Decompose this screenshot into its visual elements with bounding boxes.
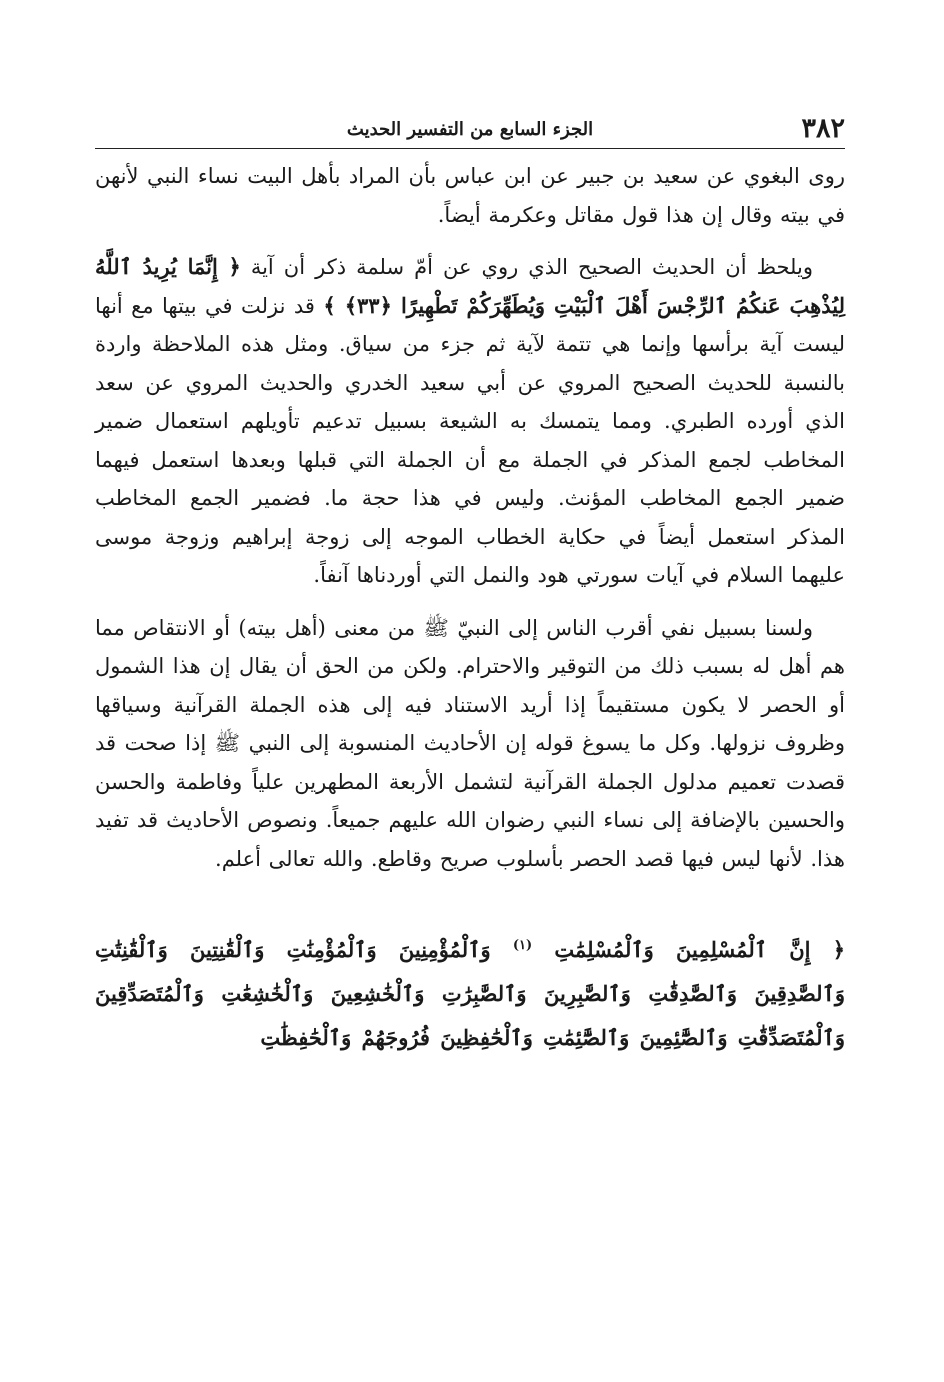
verse-part-1: ﴿ إِنَّ ٱلْمُسْلِمِينَ وَٱلْمُسْلِمَٰتِ — [554, 937, 846, 962]
quran-verse-block — [95, 928, 845, 1060]
paragraph-1: روى البغوي عن سعيد بن جبير عن ابن عباس بأن المراد بأهل البيت نساء النبي لأنهن في بيته وقال إن هذا قول مقاتل وعكرمة أيضاً. — [95, 164, 845, 227]
paragraph-2-body: قد نزلت في بيتها مع أنها ليست آية برأسها وإنما هي تتمة لآية ثم جزء من سياق. ومثل هذه الملاحظة واردة بالنسبة للحديث الصحيح المروي عن أبي سعيد الخدري والحديث المروي عن سعد الذي أورده الطبري. ومما يتمسك به الشيعة بسبيل تدعيم تأويلهم استعمال ضمير المخاطب لجمع المذكر في الجملة مع أن الجملة التي قبلها وبعدها استعمل فيهما ضمير الجمع المخاطب المؤنث. وليس في هذا حجة ما. فضمير الجمع المخاطب المذكر استعمل أيضاً في حكاية الخطاب الموجه إلى زوجة إبراهيم وزوجة موسى عليهما السلام في آيات سورتي هود والنمل التي أوردناها آنفاً. — [95, 293, 845, 587]
page-number: ٣٨٢ — [801, 113, 845, 144]
quran-quote: ﴿ إِنَّمَا يُرِيدُ ٱللَّهُ لِيُذْهِبَ عَنكُمُ ٱلرِّجْسَ أَهْلَ ٱلْبَيْتِ وَيُطَهِّرَكُمْ تَطْهِيرًا ﴿٣٣﴾ ﴾ — [95, 254, 845, 318]
paragraph-2 — [95, 248, 845, 595]
paragraph-2-intro: ويلحظ أن الحديث الصحيح الذي روي عن أمّ سلمة ذكر أن آية — [250, 255, 813, 279]
body-text — [95, 157, 845, 878]
book-page — [95, 112, 845, 1060]
footnote-marker: (١) — [512, 938, 533, 953]
verse-part-2: وَٱلْمُؤْمِنِينَ وَٱلْمُؤْمِنَٰتِ وَٱلْقَٰنِتِينَ وَٱلْقَٰنِتَٰتِ وَٱلصَّٰدِقِينَ وَٱلصَّٰدِقَٰتِ وَٱلصَّٰبِرِينَ وَٱلصَّٰبِرَٰتِ وَٱلْخَٰشِعِينَ وَٱلْخَٰشِعَٰتِ وَٱلْمُتَصَدِّقِينَ وَٱلْمُتَصَدِّقَٰتِ وَٱلصَّٰٓئِمِينَ وَٱلصَّٰٓئِمَٰتِ وَٱلْحَٰفِظِينَ فُرُوجَهُمْ وَٱلْحَٰفِظَٰتِ — [95, 937, 845, 1050]
paragraph-3: ولسنا بسبيل نفي أقرب الناس إلى النبيّ ﷺ من معنى (أهل بيته) أو الانتقاص مما هم أهل له بسبب ذلك من التوقير والاحترام. ولكن من الحق أن يقال إن هذا الشمول أو الحصر لا يكون مستقيماً إذا أريد الاستناد فيه إلى هذه الجملة القرآنية وسياقها وظروف نزولها. وكل ما يسوغ قوله إن الأحاديث المنسوبة إلى النبي ﷺ إذا صحت قد قصدت تعميم مدلول الجملة القرآنية لتشمل الأربعة المطهرين علياً وفاطمة والحسن والحسين بالإضافة إلى نساء النبي رضوان الله عليهم جميعاً. ونصوص الأحاديث قد تفيد هذا. لأنها ليس فيها قصد الحصر بأسلوب صريح وقاطع. والله تعالى أعلم. — [95, 615, 845, 871]
page-header — [95, 112, 845, 149]
running-title: الجزء السابع من التفسير الحديث — [346, 119, 594, 140]
